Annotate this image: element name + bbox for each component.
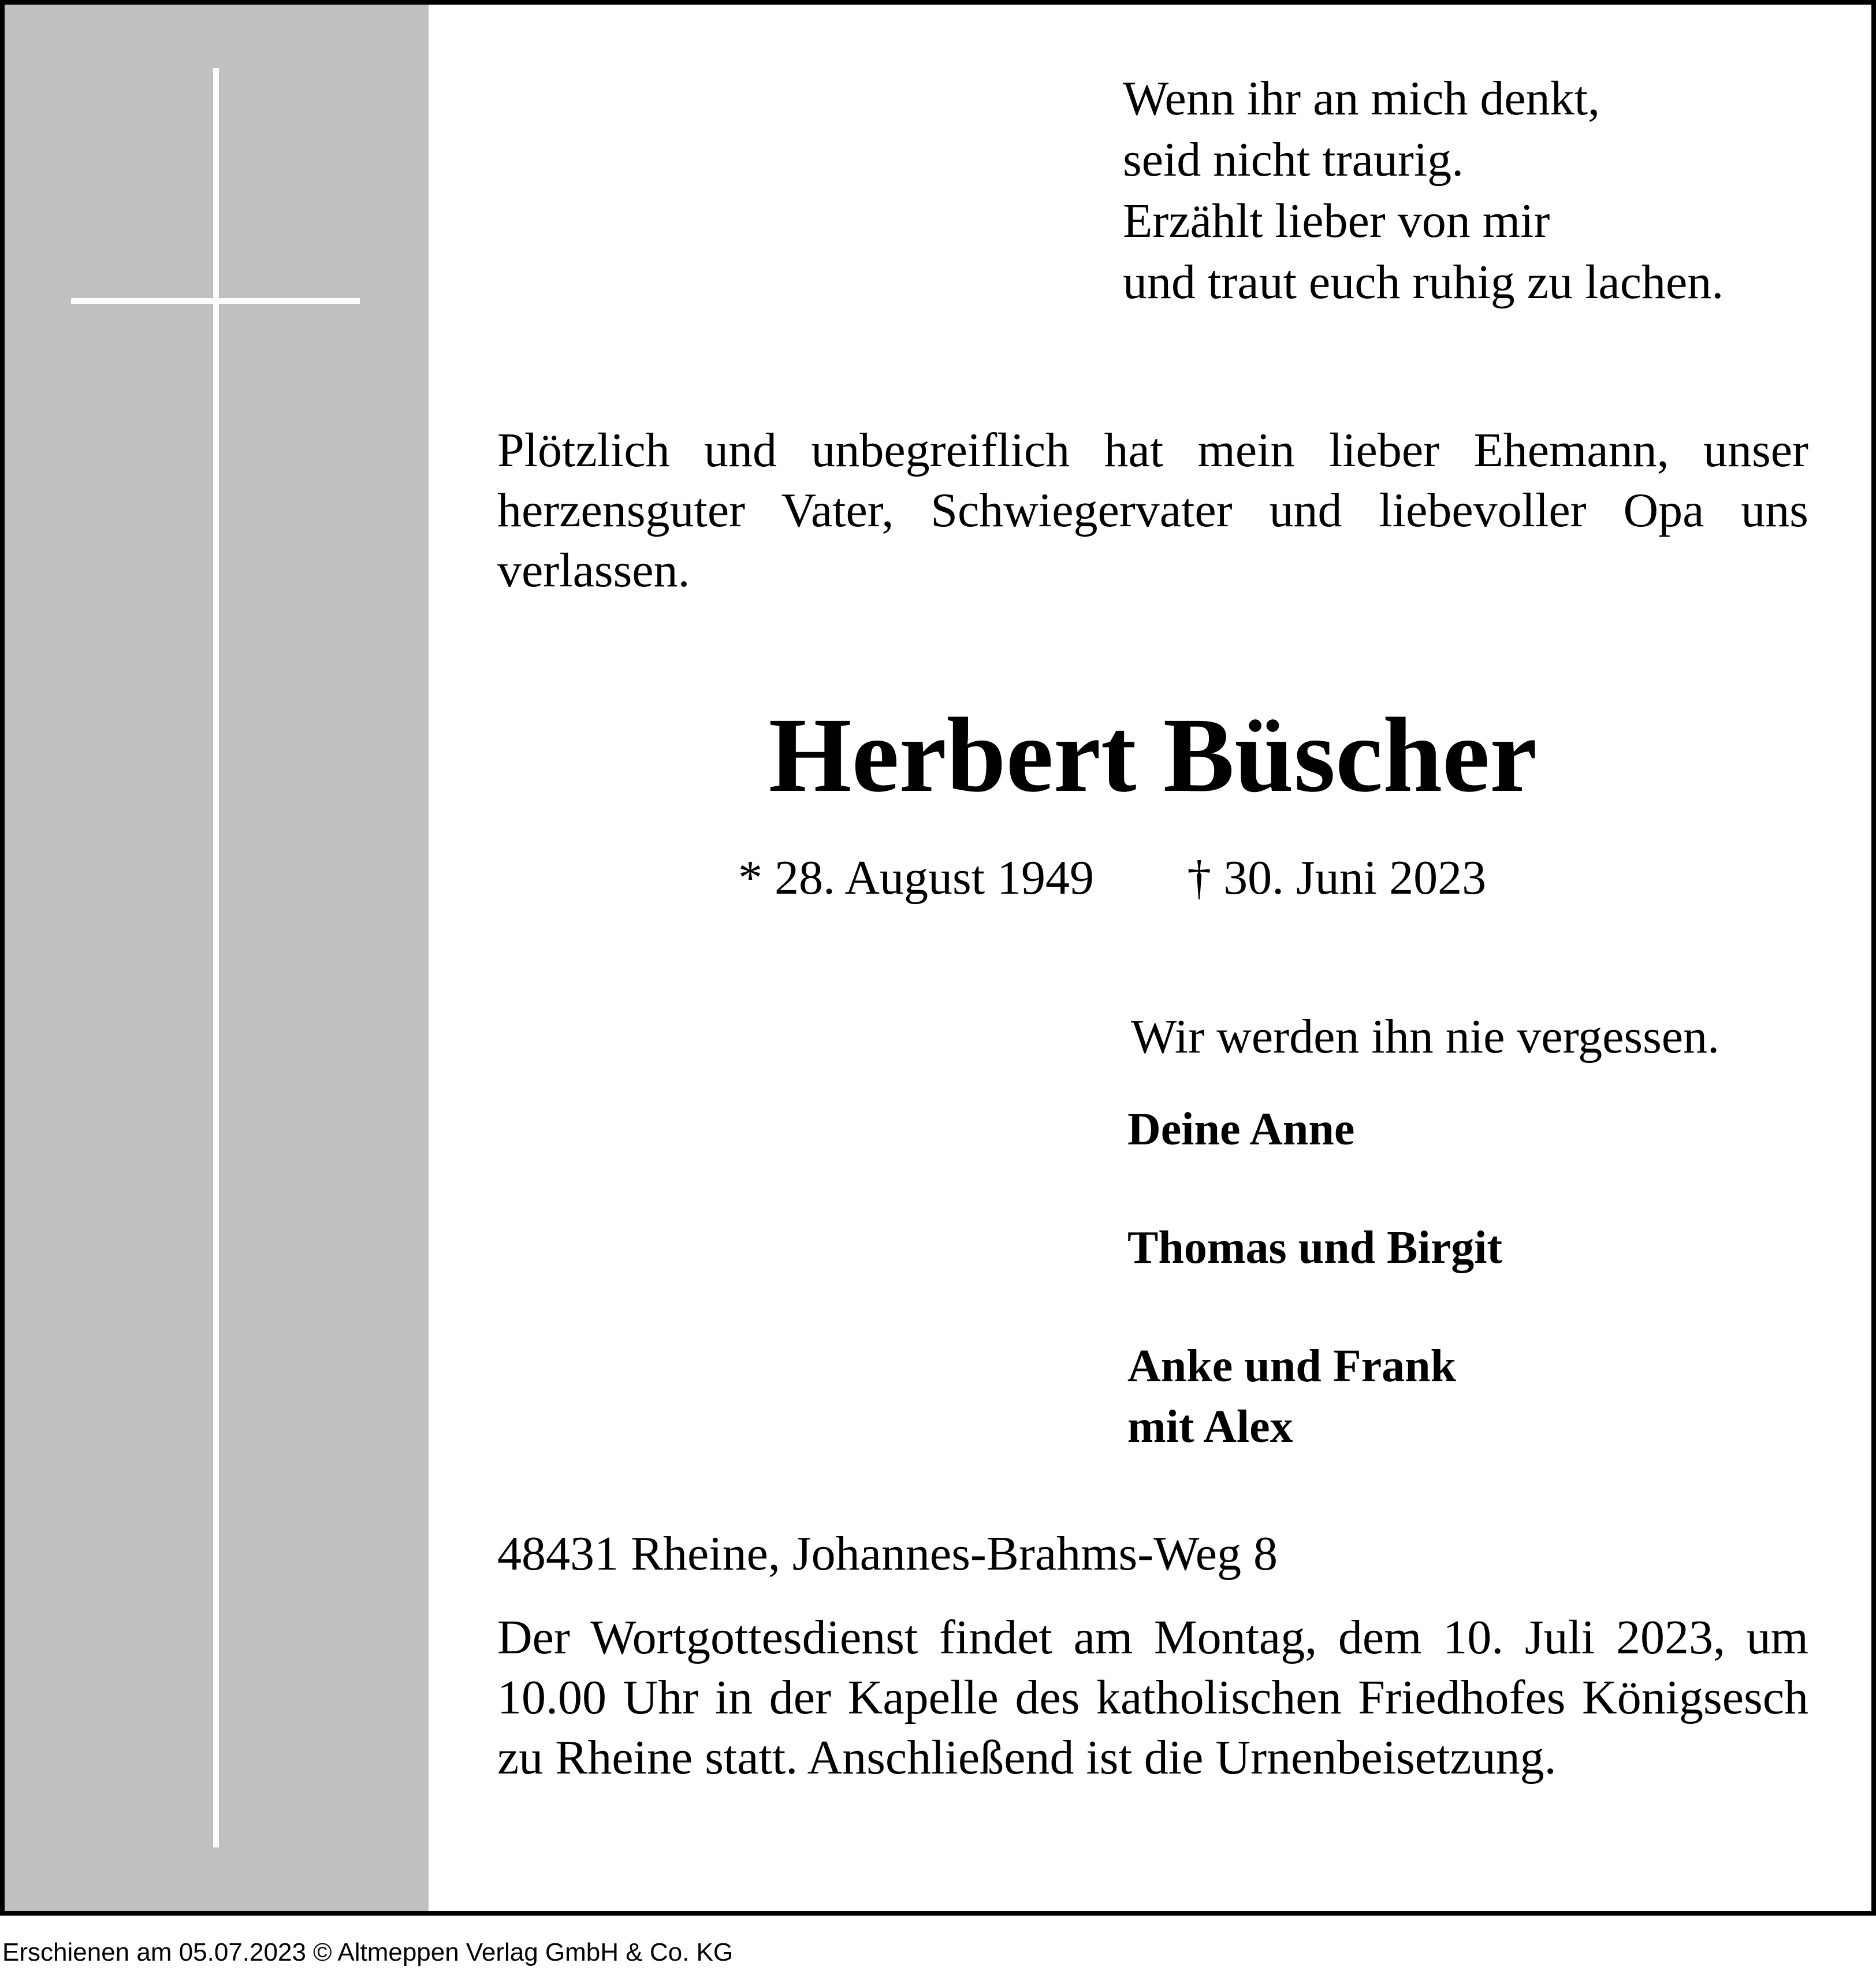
publication-footer: Erschienen am 05.07.2023 © Altmeppen Verlag GmbH & Co. KG xyxy=(2,1938,734,1966)
cross-icon-bar xyxy=(71,298,360,304)
poem xyxy=(1123,68,1845,313)
service-text: Der Wortgottesdienst findet am Montag, dem 10. Juli 2023, um 10.00 Uhr in der Kapelle des katholischen Friedhofes Königsesch zu Rheine statt. Anschließend ist die Urnenbeisetzung. xyxy=(497,1611,1808,1784)
poem-line: und traut euch ruhig zu lachen. xyxy=(1123,255,1724,309)
poem-line: seid nicht traurig. xyxy=(1123,133,1464,187)
life-dates xyxy=(738,848,1486,908)
mourner-name: Thomas und Birgit xyxy=(1127,1222,1503,1273)
intro-text: Plötzlich und unbegreiflich hat mein lieber Ehemann, unser herzensguter Vater, Schwiegervater und liebevoller Opa uns verlassen. xyxy=(497,423,1808,597)
death-date: † 30. Juni 2023 xyxy=(1187,851,1487,905)
mourner-name: Deine Anne xyxy=(1127,1104,1355,1155)
birth-date: * 28. August 1949 xyxy=(738,851,1095,905)
deceased-name: Herbert Büscher xyxy=(768,696,1538,815)
poem-line: Erzählt lieber von mir xyxy=(1123,194,1550,248)
mourner-name: Anke und Frank xyxy=(1127,1341,1457,1392)
cross-icon xyxy=(213,68,219,1847)
motto-text: Wir werden ihn nie vergessen. xyxy=(1131,1010,1720,1064)
address-text: 48431 Rheine, Johannes-Brahms-Weg 8 xyxy=(497,1527,1278,1581)
gray-side-panel xyxy=(5,5,429,1911)
mourner-name: mit Alex xyxy=(1127,1401,1293,1452)
poem-line: Wenn ihr an mich denkt, xyxy=(1123,72,1600,125)
